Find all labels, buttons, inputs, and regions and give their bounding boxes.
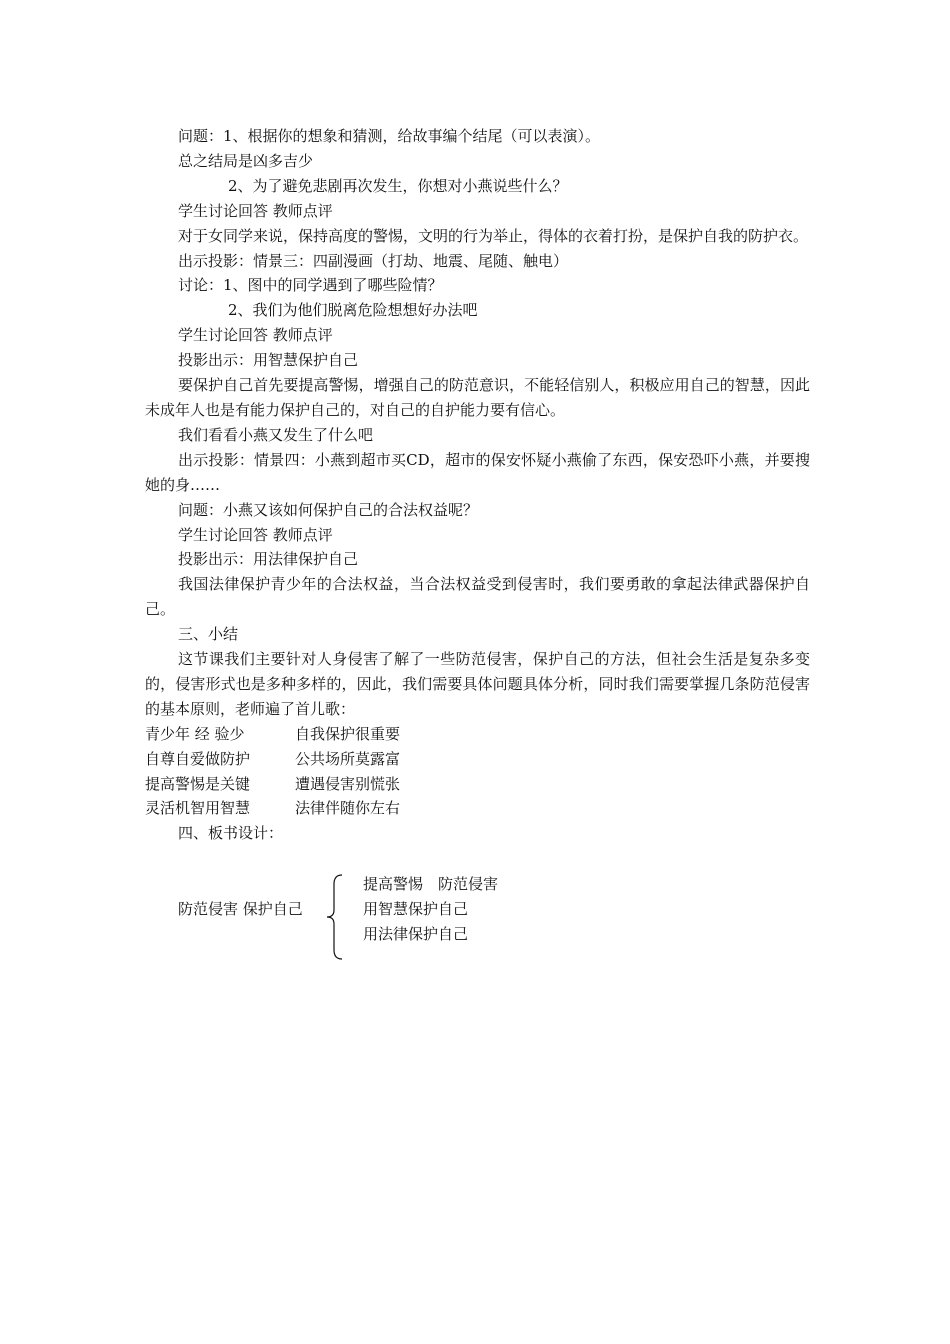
song-line-right: 公共场所莫露富 bbox=[295, 749, 401, 768]
text-line: 这节课我们主要针对人身侵害了解了一些防范侵害，保护自己的方法，但社会生活是复杂多变的，侵害形式也是多种多样的，因此，我们需要具体问题具体分析，同时我们需要掌握几条防范侵害的基本原则，老师遍了首儿歌： bbox=[145, 650, 810, 718]
text-line: 投影出示：用智慧保护自己 bbox=[178, 351, 359, 370]
board-design bbox=[178, 872, 598, 962]
song-line-right: 遭遇侵害别慌张 bbox=[295, 774, 401, 793]
text-line: 出示投影：情景三：四副漫画（打劫、地震、尾随、触电） bbox=[178, 251, 569, 270]
text-line: 问题：小燕又该如何保护自己的合法权益呢？ bbox=[178, 500, 479, 519]
text-line: 出示投影：情景四：小燕到超市买CD，超市的保安怀疑小燕偷了东西，保安恐吓小燕，并要搜她的身…… bbox=[145, 450, 810, 494]
song-line-right: 自我保护很重要 bbox=[295, 724, 401, 743]
song-line-left: 灵活机智用智慧 bbox=[145, 799, 251, 818]
text-line: 问题：1、根据你的想象和猜测，给故事编个结尾（可以表演）。 bbox=[178, 127, 601, 145]
board-sub-items bbox=[363, 872, 498, 947]
text-line: 要保护自己首先要提高警惕，增强自己的防范意识，不能轻信别人，积极应用自己的智慧，因此未成年人也是有能力保护自己的，对自己的自护能力要有信心。 bbox=[145, 376, 810, 419]
text-line: 我国法律保护青少年的合法权益，当合法权益受到侵害时，我们要勇敢的拿起法律武器保护自己。 bbox=[145, 575, 810, 619]
text-line: 讨论：1、图中的同学遇到了哪些险情？ bbox=[178, 276, 443, 295]
text-line: 2、为了避免悲剧再次发生，你想对小燕说些什么？ bbox=[228, 176, 568, 195]
text-line: 学生讨论回答 教师点评 bbox=[178, 326, 333, 345]
song-line-left: 青少年 经 验少 bbox=[145, 724, 245, 743]
text-line: 总之结局是凶多吉少 bbox=[178, 151, 314, 170]
board-item: 用法律保护自己 bbox=[363, 924, 469, 943]
paragraph-list bbox=[145, 124, 810, 722]
song-line-right: 法律伴随你左右 bbox=[295, 799, 401, 818]
text-line: 我们看看小燕又发生了什么吧 bbox=[178, 425, 374, 444]
document-body bbox=[145, 124, 810, 846]
text-line: 投影出示：用法律保护自己 bbox=[178, 550, 359, 569]
board-main-topic: 防范侵害 保护自己 bbox=[178, 900, 303, 918]
text-line: 2、我们为他们脱离危险想想好办法吧 bbox=[228, 301, 478, 320]
board-item: 用智慧保护自己 bbox=[363, 899, 469, 918]
song-line bbox=[145, 772, 810, 797]
text-line: 学生讨论回答 教师点评 bbox=[178, 201, 333, 220]
song-line bbox=[145, 796, 810, 821]
children-song bbox=[145, 722, 810, 822]
song-line-left: 自尊自爱做防护 bbox=[145, 749, 251, 768]
section-heading-board-design: 四、板书设计： bbox=[178, 824, 284, 843]
text-line: 学生讨论回答 教师点评 bbox=[178, 525, 333, 544]
text-line: 三、小结 bbox=[178, 625, 239, 644]
board-item: 提高警惕 防范侵害 bbox=[363, 875, 499, 893]
left-brace-icon bbox=[326, 874, 346, 960]
song-line bbox=[145, 747, 810, 772]
song-line bbox=[145, 722, 810, 747]
text-line: 对于女同学来说，保持高度的警惕，文明的行为举止，得体的衣着打扮，是保护自我的防护衣。 bbox=[178, 226, 809, 245]
song-line-left: 提高警惕是关键 bbox=[145, 774, 251, 793]
